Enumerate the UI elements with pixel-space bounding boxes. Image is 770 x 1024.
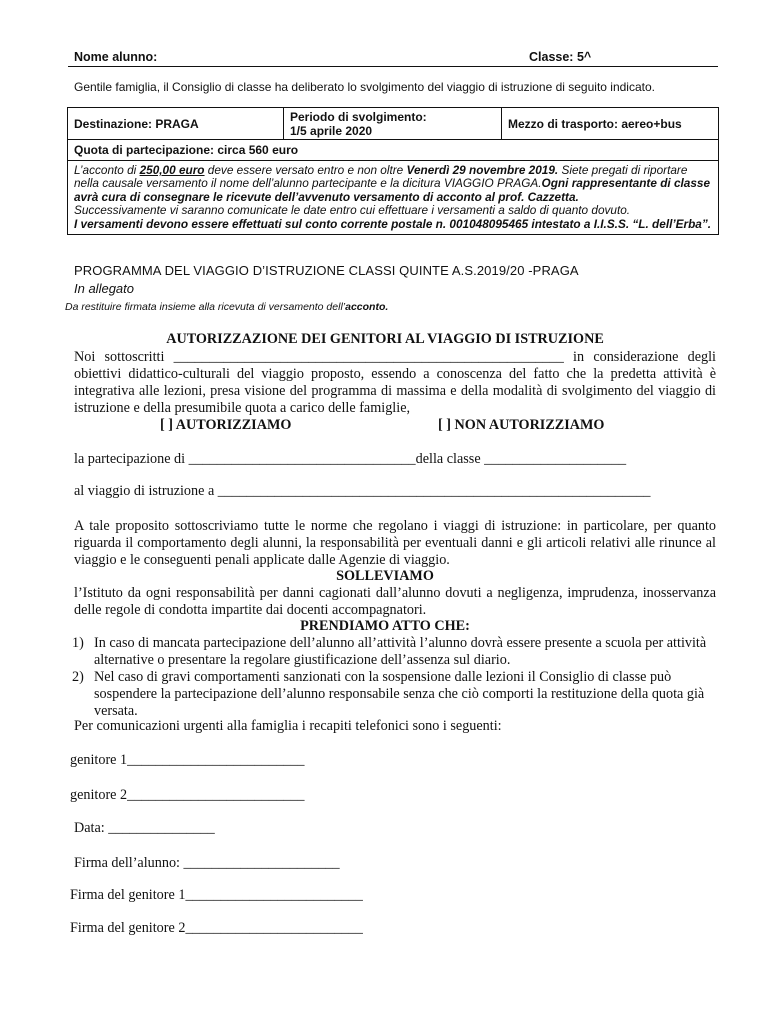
parent1-signature-field[interactable]: Firma del genitore 1_________________________ (70, 887, 363, 903)
undersigned-paragraph: Noi sottoscritti _______________________________________________________ in considerazione degli obiettivi didattico-culturali del viaggio proposto, essendo a conoscenza del fatto che la predetta attività è integrativa alle lezioni, presa visione del programma di massima e della modalità di svolgimento del viaggio di istruzione e della presumibile quota a carico delle famiglie, (74, 349, 716, 416)
note-text: L’acconto di (74, 163, 140, 177)
class-label: Classe: 5^ (529, 50, 592, 64)
date-field[interactable]: Data: _______________ (74, 820, 215, 836)
student-signature-field[interactable]: Firma dell’alunno: ______________________ (74, 855, 340, 871)
payment-notes (68, 161, 718, 234)
liability-paragraph: l’Istituto da ogni responsabilità per danni cagionati dall’alunno dovuti a negligenza, imprudenza, inosservanza delle regole di condotta impartite dai docenti accompagnatori. (74, 585, 716, 618)
deposit-amount: 250,00 euro (139, 163, 205, 177)
parent1-phone-field[interactable]: genitore 1_________________________ (70, 752, 305, 768)
list-text: Nel caso di gravi comportamenti sanzionati con la sospensione dalle lezioni il Consiglio di classe può sospendere la partecipazione dell’alunno responsabile senza che ciò comporti la restituzione della quota già versata. (94, 669, 705, 719)
return-text-bold: acconto. (345, 301, 389, 313)
rules-paragraph: A tale proposito sottoscriviamo tutte le norme che regolano i viaggi di istruzione: in particolare, per quanto riguarda il comportamento degli alunni, la responsabilità per eventuali danni e gli articoli relativi alle rinunce al viaggio e le conseguenti penali applicate dalle Agenzie di viaggio. (74, 518, 716, 568)
table-row (68, 140, 718, 161)
list-number: 2) (72, 669, 84, 685)
account-note: I versamenti devono essere effettuati sul conto corrente postale n. 001048095465 intestato a I.I.S.S. “L. dell’Erba”. (74, 216, 712, 231)
program-title: PROGRAMMA DEL VIAGGIO D’ISTRUZIONE CLASSI QUINTE A.S.2019/20 -PRAGA (74, 263, 579, 278)
period-cell (284, 108, 502, 139)
trip-info-table (67, 107, 719, 235)
prendiamo-heading: PRENDIAMO ATTO CHE: (300, 618, 470, 634)
transport-cell: Mezzo di trasporto: aereo+bus (508, 116, 682, 131)
contact-instruction: Per comunicazioni urgenti alla famiglia i recapiti telefonici sono i seguenti: (74, 718, 502, 734)
return-instruction (65, 301, 388, 313)
return-text: Da restituire firmata insieme alla ricevuta di versamento dell’ (65, 301, 346, 313)
not-authorize-checkbox[interactable]: [ ] NON AUTORIZZIAMO (438, 417, 605, 433)
trip-destination-field[interactable]: al viaggio di istruzione a _____________________________________________________________ (74, 483, 651, 499)
deadline-date: Venerdì 29 novembre 2019. (406, 163, 559, 177)
table-row (68, 161, 718, 234)
note-bold-text: Ogni rappresentante di classe avrà cura di consegnare le ricevute dell’avvenuto versamento di acconto al prof. Cazzetta. (74, 176, 711, 204)
solleviamo-heading: SOLLEVIAMO (336, 568, 434, 584)
student-name-label: Nome alunno: (74, 50, 158, 64)
note-text: Siete pregati di riportare nella causale versamento il nome dell’alunno partecipante e la dicitura VIAGGIO PRAGA. (74, 163, 688, 191)
fee-cell: Quota di partecipazione: circa 560 euro (74, 143, 299, 157)
list-item (74, 635, 716, 669)
table-row (68, 108, 718, 140)
parent2-phone-field[interactable]: genitore 2_________________________ (70, 787, 305, 803)
participation-field[interactable]: la partecipazione di ________________________________della classe ____________________ (74, 451, 627, 467)
note-text: Successivamente vi saranno comunicate le date entro cui effettuare i versamenti a saldo di quanto dovuto. (74, 203, 631, 218)
parent2-signature-field[interactable]: Firma del genitore 2_________________________ (70, 920, 363, 936)
list-text: In caso di mancata partecipazione dell’alunno all’attività l’alunno dovrà essere presente a scuola per attività alternative o presentare la regolare giustificazione dell’assenza sul diario. (94, 635, 707, 668)
period-value: 1/5 aprile 2020 (290, 123, 373, 138)
attachment-note: In allegato (74, 281, 134, 296)
document-header (68, 50, 718, 67)
acknowledgement-list (74, 635, 716, 720)
authorize-checkbox[interactable]: [ ] AUTORIZZIAMO (160, 417, 292, 433)
destination-cell: Destinazione: PRAGA (68, 108, 284, 139)
period-label: Periodo di svolgimento: (290, 109, 427, 124)
list-number: 1) (72, 635, 84, 651)
intro-text: Gentile famiglia, il Consiglio di classe ha deliberato lo svolgimento del viaggio di istruzione di seguito indicato. (74, 80, 655, 94)
form-title: AUTORIZZAZIONE DEI GENITORI AL VIAGGIO DI ISTRUZIONE (166, 331, 604, 347)
note-text: deve essere versato entro e non oltre (204, 163, 407, 177)
list-item (74, 669, 716, 720)
